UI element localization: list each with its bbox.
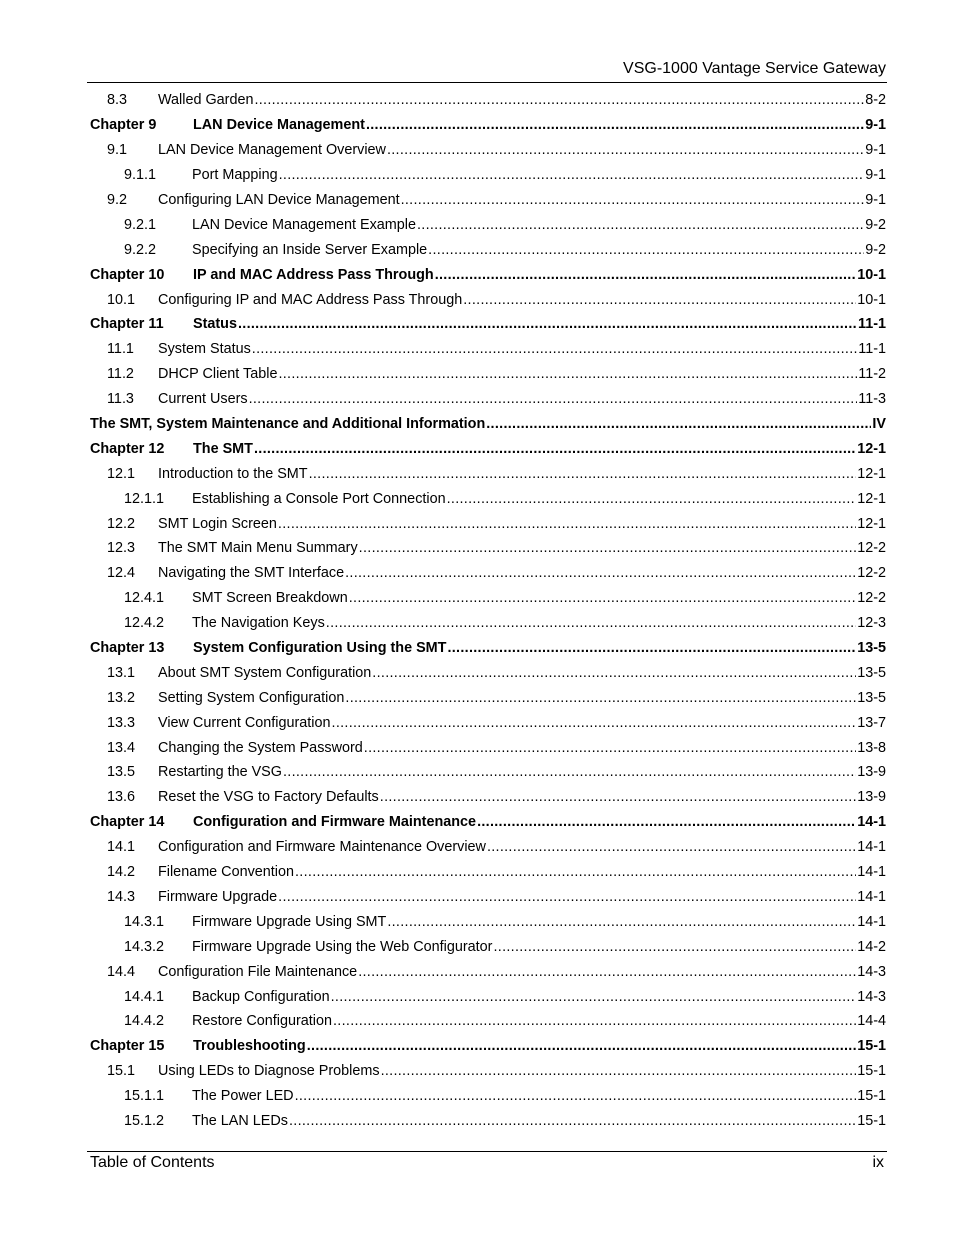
toc-entry-page: 13-5: [857, 664, 886, 681]
toc-entry-number: 9.2: [107, 192, 128, 208]
toc-entry-page: 14-2: [857, 938, 886, 955]
toc-entry-title: Port Mapping: [192, 167, 278, 184]
toc-dot-leader: [249, 391, 858, 407]
toc-entry-number: 12.1.1: [124, 490, 165, 507]
toc-dot-leader: [345, 565, 856, 581]
toc-entry-title: Specifying an Inside Server Example: [192, 241, 428, 258]
toc-entry-page: 14-1: [857, 913, 886, 930]
toc-entry-number: 14.3.2: [124, 938, 165, 955]
toc-dot-leader: [331, 989, 857, 1005]
toc-entry-number: 12.4.1: [124, 590, 165, 607]
toc-entry-title: Backup Configuration: [192, 988, 330, 1005]
toc-entry-page: 12-1: [857, 465, 886, 482]
toc-section-entry[interactable]: [90, 163, 886, 188]
toc-entry-number: 13.4: [107, 739, 136, 756]
toc-chapter-entry[interactable]: [90, 636, 886, 661]
toc-section-entry[interactable]: [90, 511, 886, 536]
toc-entry-number: 11.2: [107, 366, 134, 383]
toc-chapter-entry[interactable]: [90, 113, 886, 138]
toc-entry-title: Navigating the SMT Interface: [158, 565, 345, 582]
toc-entry-page: 12-1: [857, 515, 886, 532]
toc-entry-title: Troubleshooting: [193, 1038, 306, 1055]
toc-section-entry[interactable]: [90, 611, 886, 636]
toc-dot-leader: [380, 789, 856, 805]
toc-entry-page: IV: [872, 416, 886, 433]
toc-entry-number: 9.2.1: [124, 216, 157, 233]
toc-dot-leader: [493, 939, 856, 955]
toc-entry-title: Status: [193, 316, 237, 333]
toc-entry-number: Chapter 11: [90, 316, 164, 333]
toc-entry-number: 9.1: [107, 142, 128, 159]
toc-entry-page: 9-1: [865, 167, 886, 184]
toc-entry-title: Configuration and Firmware Maintenance: [193, 814, 477, 831]
toc-dot-leader: [238, 316, 857, 332]
toc-entry-page: 9-2: [865, 241, 886, 258]
toc-section-entry[interactable]: [90, 909, 886, 934]
toc-chapter-entry[interactable]: [90, 262, 886, 287]
toc-section-entry[interactable]: [90, 885, 886, 910]
toc-entry-number: 12.4: [107, 565, 136, 582]
toc-entry-number: 8.3: [107, 92, 128, 109]
toc-entry-page: 12-2: [857, 590, 886, 607]
toc-dot-leader: [333, 1013, 856, 1029]
toc-entry-title: Current Users: [158, 391, 248, 408]
toc-entry-page: 11-1: [858, 341, 886, 358]
toc-dot-leader: [477, 814, 856, 830]
toc-entry-number: 9.1.1: [124, 167, 157, 184]
toc-entry-title: View Current Configuration: [158, 714, 331, 731]
toc-entry-title: Restore Configuration: [192, 1013, 332, 1030]
toc-entry-title: Using LEDs to Diagnose Problems: [158, 1063, 380, 1080]
toc-section-entry[interactable]: [90, 1084, 886, 1109]
toc-entry-title: IP and MAC Address Pass Through: [193, 266, 434, 283]
toc-dot-leader: [278, 366, 857, 382]
toc-dot-leader: [254, 92, 864, 108]
toc-entry-page: 15-1: [857, 1038, 886, 1055]
toc-entry-title: LAN Device Management Example: [192, 216, 416, 233]
toc-entry-title: The Power LED: [192, 1088, 294, 1105]
toc-entry-page: 13-8: [857, 739, 886, 756]
toc-entry-number: 12.3: [107, 540, 136, 557]
toc-section-entry[interactable]: [90, 387, 886, 412]
toc-dot-leader: [252, 341, 857, 357]
toc-entry-page: 12-3: [857, 615, 886, 632]
toc-entry-page: 10-1: [857, 291, 886, 308]
toc-dot-leader: [487, 839, 856, 855]
toc-entry-title: The SMT Main Menu Summary: [158, 540, 358, 557]
toc-entry-page: 14-3: [857, 988, 886, 1005]
toc-entry-number: 12.2: [107, 515, 136, 532]
toc-entry-number: 10.1: [107, 291, 136, 308]
footer-page-number: ix: [872, 1154, 884, 1171]
toc-section-entry[interactable]: [90, 710, 886, 735]
footer-rule: [87, 1151, 887, 1152]
toc-entry-page: 13-5: [857, 640, 886, 657]
toc-dot-leader: [417, 217, 864, 233]
toc-entry-number: 9.2.2: [124, 241, 157, 258]
toc-entry-title: Establishing a Console Port Connection: [192, 490, 446, 507]
toc-entry-title: About SMT System Configuration: [158, 664, 372, 681]
toc-entry-number: 11.3: [107, 391, 134, 408]
toc-entry-title: Firmware Upgrade Using the Web Configurator: [192, 938, 493, 955]
toc-entry-number: 11.1: [107, 341, 134, 358]
toc-entry-title: SMT Login Screen: [158, 515, 277, 532]
toc-entry-page: 14-3: [857, 963, 886, 980]
toc-entry-number: 14.3: [107, 888, 136, 905]
toc-entry-page: 9-2: [865, 216, 886, 233]
toc-section-entry[interactable]: [90, 1009, 886, 1034]
toc-entry-page: 14-1: [857, 864, 886, 881]
toc-dot-leader: [372, 665, 856, 681]
toc-section-entry[interactable]: [90, 138, 886, 163]
toc-section-entry[interactable]: [90, 486, 886, 511]
toc-entry-number: 15.1: [107, 1063, 136, 1080]
toc-entry-number: Chapter 14: [90, 814, 165, 831]
toc-dot-leader: [463, 292, 856, 308]
toc-entry-title: LAN Device Management Overview: [158, 142, 386, 159]
toc-entry-title: Restarting the VSG: [158, 764, 282, 781]
toc-dot-leader: [447, 491, 857, 507]
toc-entry-number: Chapter 12: [90, 440, 165, 457]
toc-dot-leader: [326, 615, 856, 631]
toc-entry-number: 14.4.2: [124, 1013, 165, 1030]
toc-dot-leader: [447, 640, 856, 656]
toc-entry-number: 14.4.1: [124, 988, 165, 1005]
toc-entry-title: The Navigation Keys: [192, 615, 325, 632]
toc-chapter-entry[interactable]: [90, 810, 886, 835]
toc-dot-leader: [387, 142, 864, 158]
footer-section-title: Table of Contents: [90, 1154, 215, 1171]
toc-entry-number: 14.1: [107, 839, 136, 856]
toc-dot-leader: [359, 540, 857, 556]
toc-entry-page: 10-1: [857, 266, 886, 283]
toc-section-entry[interactable]: [90, 337, 886, 362]
toc-entry-page: 11-3: [858, 391, 886, 408]
toc-dot-leader: [309, 466, 857, 482]
toc-entry-number: 13.2: [107, 689, 136, 706]
toc-entry-page: 12-2: [857, 565, 886, 582]
toc-entry-page: 14-1: [857, 888, 886, 905]
toc-entry-title: Introduction to the SMT: [158, 465, 308, 482]
toc-dot-leader: [428, 242, 864, 258]
toc-entry-page: 13-7: [857, 714, 886, 731]
toc-entry-page: 13-9: [857, 789, 886, 806]
toc-entry-page: 13-5: [857, 689, 886, 706]
toc-entry-page: 9-1: [865, 142, 886, 159]
toc-entry-page: 12-2: [857, 540, 886, 557]
toc-dot-leader: [289, 1113, 856, 1129]
toc-entry-page: 14-4: [857, 1013, 886, 1030]
toc-dot-leader: [349, 590, 856, 606]
toc-entry-number: 12.1: [107, 465, 136, 482]
toc-entry-page: 11-1: [857, 316, 886, 333]
toc-entry-page: 12-1: [857, 440, 886, 457]
toc-entry-title: Filename Convention: [158, 864, 294, 881]
toc-entry-title: Setting System Configuration: [158, 689, 345, 706]
toc-section-entry[interactable]: [90, 735, 886, 760]
toc-dot-leader: [278, 516, 856, 532]
toc-section-entry[interactable]: [90, 660, 886, 685]
toc-entry-number: 13.5: [107, 764, 136, 781]
toc-entry-number: 13.3: [107, 714, 136, 731]
toc-entry-page: 15-1: [857, 1112, 886, 1129]
toc-entry-number: 15.1.1: [124, 1088, 165, 1105]
toc-entry-page: 15-1: [857, 1063, 886, 1080]
toc-section-entry[interactable]: [90, 760, 886, 785]
toc-section-entry[interactable]: [90, 934, 886, 959]
toc-dot-leader: [307, 1038, 856, 1054]
toc-entry-page: 9-1: [865, 117, 886, 134]
toc-section-entry[interactable]: [90, 959, 886, 984]
header-rule: [87, 82, 887, 83]
page-header-title: VSG-1000 Vantage Service Gateway: [623, 60, 886, 77]
toc-dot-leader: [366, 117, 864, 133]
toc-dot-leader: [295, 864, 856, 880]
toc-section-entry[interactable]: [90, 287, 886, 312]
toc-entry-page: 12-1: [857, 490, 886, 507]
toc-entry-number: 15.1.2: [124, 1112, 165, 1129]
toc-entry-title: The LAN LEDs: [192, 1112, 288, 1129]
toc-entry-title: Changing the System Password: [158, 739, 363, 756]
toc-entry-title: Configuration and Firmware Maintenance Overview: [158, 839, 486, 856]
toc-entry-title: Walled Garden: [158, 92, 254, 109]
toc-section-entry[interactable]: [90, 785, 886, 810]
toc-entry-title: Firmware Upgrade Using SMT: [192, 913, 387, 930]
toc-entry-number: Chapter 9: [90, 117, 157, 134]
toc-entry-number: 14.2: [107, 864, 136, 881]
toc-section-entry[interactable]: [90, 860, 886, 885]
toc-entry-page: 9-1: [865, 192, 886, 208]
table-of-contents: [90, 88, 886, 1133]
toc-entry-title: Configuring LAN Device Management: [158, 192, 400, 208]
toc-entry-title: Reset the VSG to Factory Defaults: [158, 789, 379, 806]
toc-chapter-entry[interactable]: [90, 312, 886, 337]
toc-entry-title: SMT Screen Breakdown: [192, 590, 348, 607]
toc-dot-leader: [401, 192, 865, 208]
toc-section-entry[interactable]: [90, 984, 886, 1009]
toc-dot-leader: [295, 1088, 857, 1104]
toc-dot-leader: [364, 740, 856, 756]
toc-entry-number: 13.1: [107, 664, 136, 681]
toc-entry-title: DHCP Client Table: [158, 366, 278, 383]
toc-entry-title: Configuring IP and MAC Address Pass Through: [158, 291, 463, 308]
toc-section-entry[interactable]: [90, 835, 886, 860]
toc-entry-page: 8-2: [865, 92, 886, 109]
toc-dot-leader: [435, 267, 857, 283]
toc-section-entry[interactable]: [90, 685, 886, 710]
toc-section-entry[interactable]: [90, 586, 886, 611]
toc-entry-title: Firmware Upgrade: [158, 888, 278, 905]
toc-entry-title: LAN Device Management: [193, 117, 365, 134]
toc-entry-number: Chapter 13: [90, 640, 165, 657]
toc-dot-leader: [358, 964, 856, 980]
toc-section-entry[interactable]: [90, 88, 886, 113]
toc-entry-page: 15-1: [857, 1088, 886, 1105]
toc-dot-leader: [279, 167, 865, 183]
toc-section-entry[interactable]: [90, 561, 886, 586]
toc-part-entry[interactable]: [90, 412, 886, 437]
toc-section-entry[interactable]: [90, 362, 886, 387]
toc-dot-leader: [486, 416, 871, 432]
toc-dot-leader: [387, 914, 856, 930]
toc-chapter-entry[interactable]: [90, 436, 886, 461]
toc-entry-number: Chapter 10: [90, 266, 165, 283]
toc-dot-leader: [332, 715, 857, 731]
toc-entry-number: 14.4: [107, 963, 136, 980]
toc-section-entry[interactable]: [90, 461, 886, 486]
toc-dot-leader: [278, 889, 856, 905]
toc-section-entry[interactable]: [90, 1059, 886, 1084]
toc-entry-title: System Configuration Using the SMT: [193, 640, 447, 657]
toc-section-entry[interactable]: [90, 212, 886, 237]
toc-entry-number: 14.3.1: [124, 913, 165, 930]
toc-entry-title: System Status: [158, 341, 251, 358]
toc-entry-number: 12.4.2: [124, 615, 165, 632]
toc-section-entry[interactable]: [90, 1109, 886, 1134]
toc-entry-number: Chapter 15: [90, 1038, 165, 1055]
toc-entry-page: 14-1: [857, 839, 886, 856]
toc-section-entry[interactable]: [90, 237, 886, 262]
toc-entry-page: 14-1: [857, 814, 886, 831]
toc-dot-leader: [345, 690, 856, 706]
toc-section-entry[interactable]: [90, 536, 886, 561]
toc-entry-number: 13.6: [107, 789, 136, 806]
toc-entry-title: The SMT: [193, 440, 253, 457]
toc-entry-title: Configuration File Maintenance: [158, 963, 358, 980]
toc-dot-leader: [381, 1063, 857, 1079]
toc-dot-leader: [283, 764, 856, 780]
toc-entry-page: 13-9: [857, 764, 886, 781]
toc-section-entry[interactable]: [90, 188, 886, 213]
toc-chapter-entry[interactable]: [90, 1034, 886, 1059]
toc-entry-title: The SMT, System Maintenance and Additional Information: [90, 416, 486, 433]
toc-dot-leader: [254, 441, 856, 457]
toc-entry-page: 11-2: [858, 366, 886, 383]
